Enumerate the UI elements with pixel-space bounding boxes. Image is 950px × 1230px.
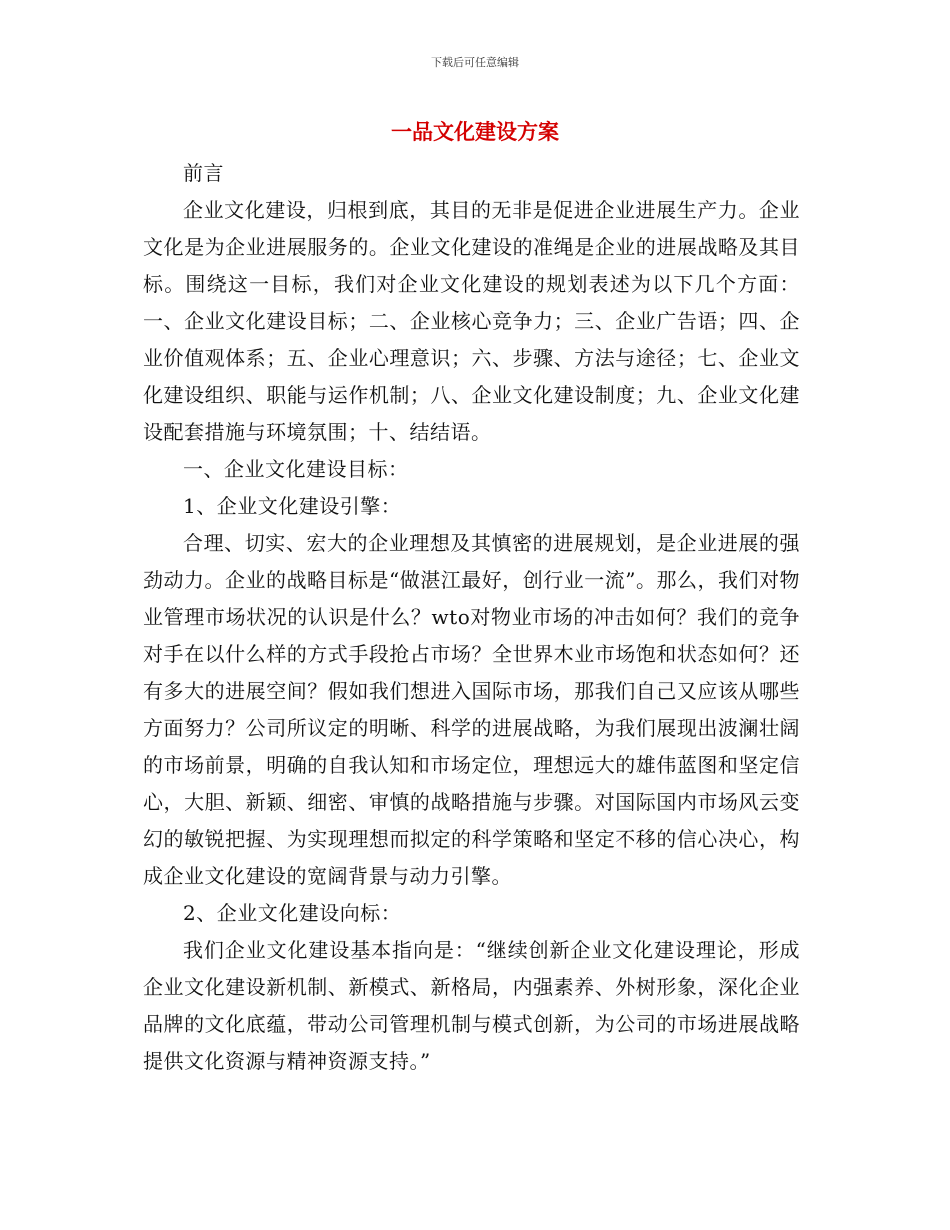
paragraph-preface-heading: 前言 <box>183 161 224 185</box>
subsection-1-2-heading: 2、企业文化建设向标： <box>183 901 402 925</box>
document-title: 一品文化建设方案 <box>391 120 559 144</box>
paragraph-engine-text: 合理、切实、宏大的企业理想及其慎密的进展规划，是企业进展的强劲动力。企业的战略目标是“做湛江最好，创行业一流”。那么，我们对物业管理市场状况的认识是什么？wto对物业市场的冲击如何？我们的竞争对手在以什么样的方式手段抢占市场？全世界木业市场饱和状态如何？还有多大的进展空间？假如我们想进入国际市场，那我们自己又应该从哪些方面努力？公司所议定的明晰、科学的进展战略，为我们展现出波澜壮阔的市场前景，明确的自我认知和市场定位，理想远大的雄伟蓝图和坚定信心，大胆、新颖、细密、审慎的战略措施与步骤。对国际国内市场风云变幻的敏锐把握、为实现理想而拟定的科学策略和坚定不移的信心决心，构成企业文化建设的宽阔背景与动力引擎。 <box>143 531 800 888</box>
header-note: 下载后可任意编辑 <box>431 56 519 69</box>
section-1-heading: 一、企业文化建设目标： <box>183 457 409 481</box>
document-body <box>143 155 800 1080</box>
subsection-1-1-heading: 1、企业文化建设引擎： <box>183 494 402 518</box>
paragraph-preface-text: 企业文化建设，归根到底，其目的无非是促进企业进展生产力。企业文化是为企业进展服务的。企业文化建设的准绳是企业的进展战略及其目标。围绕这一目标，我们对企业文化建设的规划表述为以下几个方面：一、企业文化建设目标；二、企业核心竞争力；三、企业广告语；四、企业价值观体系；五、企业心理意识；六、步骤、方法与途径；七、企业文化建设组织、职能与运作机制；八、企业文化建设制度；九、企业文化建设配套措施与环境氛围；十、结结语。 <box>143 198 800 444</box>
paragraph-direction-text: 我们企业文化建设基本指向是：“继续创新企业文化建设理论，形成企业文化建设新机制、新模式、新格局，内强素养、外树形象，深化企业品牌的文化底蕴，带动公司管理机制与模式创新，为公司的市场进展战略提供文化资源与精神资源支持。” <box>143 938 800 1073</box>
